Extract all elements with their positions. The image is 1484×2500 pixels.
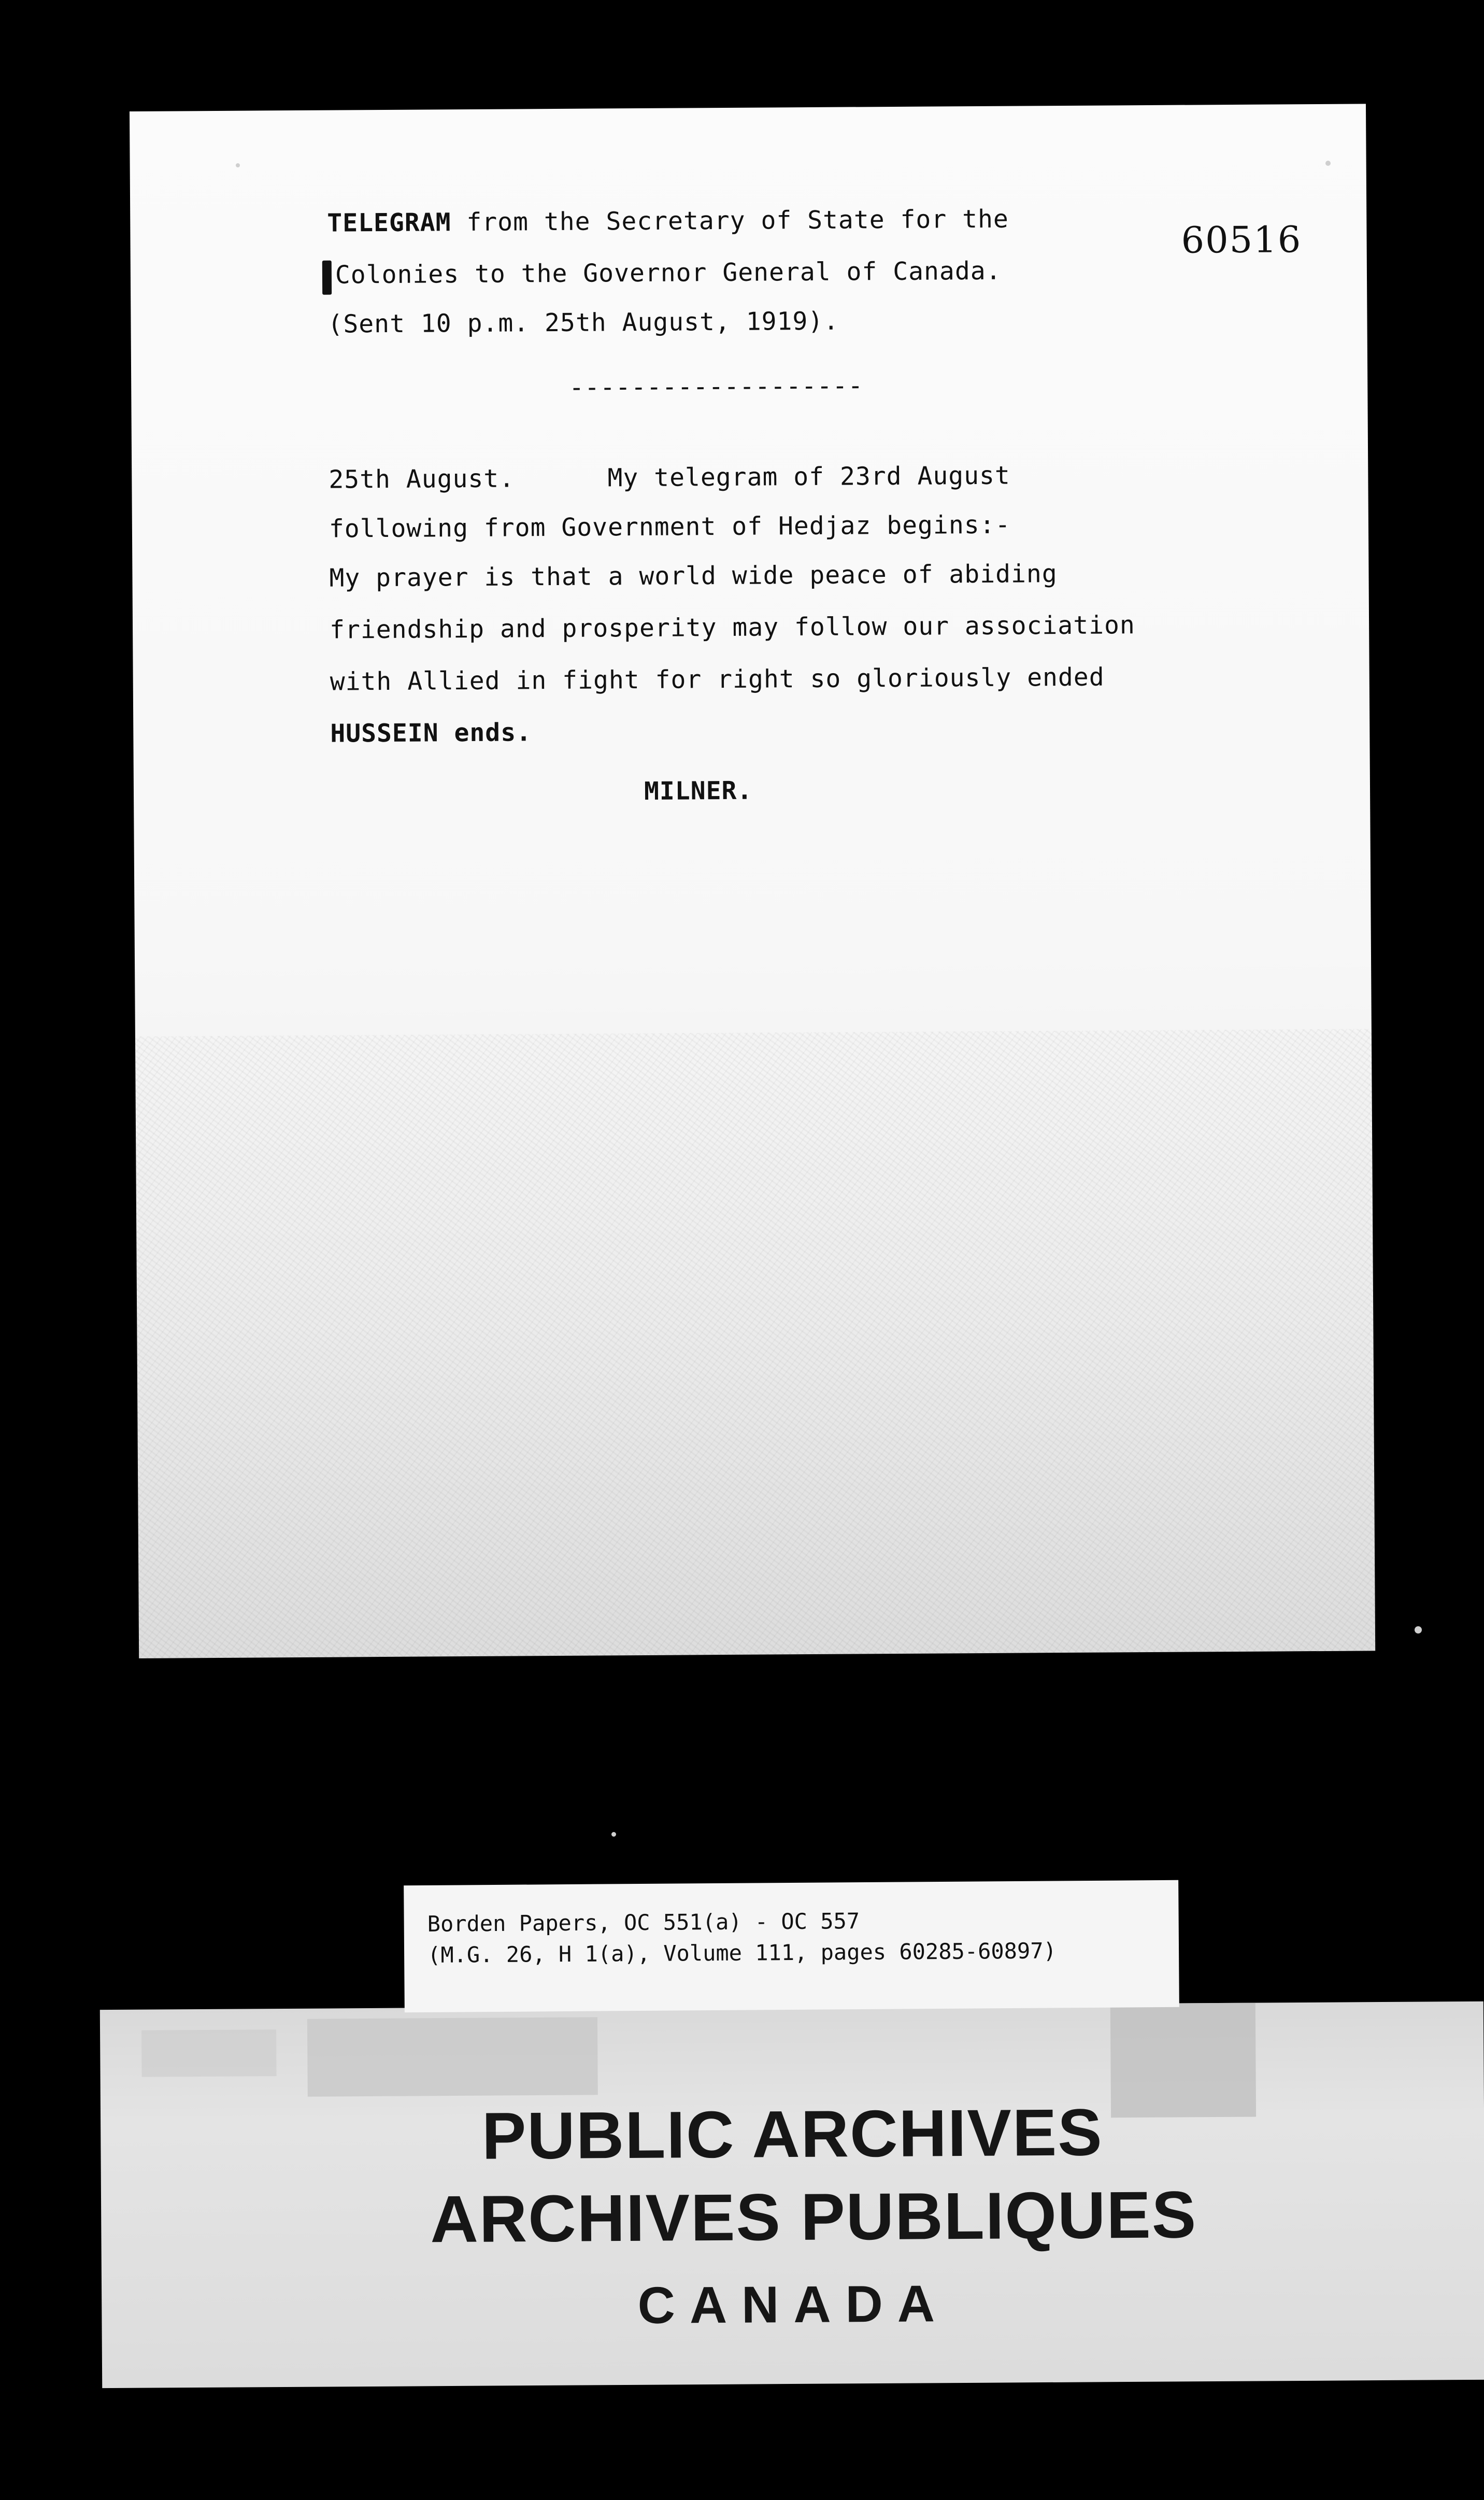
dust-speck <box>611 1832 616 1837</box>
telegram-page <box>130 104 1375 1658</box>
header-line-1 <box>327 205 1009 238</box>
header-line-1-text: from the Secretary of State for the <box>451 204 1009 237</box>
public-archives-english: PUBLIC ARCHIVES <box>481 2095 1104 2174</box>
telegram-heading: TELEGRAM <box>327 208 451 238</box>
ink-blot <box>322 261 332 295</box>
body-line-2: following from Government of Hedjaz begins:- <box>329 510 1011 544</box>
body-line-5: with Allied in fight for right so gloriously ended <box>330 662 1105 697</box>
tape-strip-left <box>307 2017 598 2096</box>
separator-line: ------------------- <box>569 371 864 402</box>
public-archives-country: CANADA <box>637 2275 950 2335</box>
tape-strip-far-left <box>141 2029 277 2077</box>
reference-label <box>404 1880 1179 2012</box>
header-line-3: (Sent 10 p.m. 25th August, 1919). <box>327 306 839 339</box>
archive-stamp-board <box>100 2001 1484 2388</box>
body-line-6: HUSSEIN ends. <box>330 718 532 748</box>
dust-speck <box>1325 161 1331 166</box>
public-archives-french: ARCHIVES PUBLIQUES <box>430 2178 1197 2257</box>
document-number: 60516 <box>1181 218 1302 262</box>
body-line-1: 25th August. My telegram of 23rd August <box>329 461 1011 494</box>
dust-speck <box>1415 1626 1422 1633</box>
reference-line-1: Borden Papers, OC 551(a) - OC 557 <box>427 1908 860 1937</box>
signature: MILNER. <box>644 776 753 806</box>
dust-speck <box>236 163 240 167</box>
paper-texture <box>135 1029 1375 1658</box>
body-line-4: friendship and prosperity may follow our association <box>329 610 1135 645</box>
header-line-2: Colonies to the Governor General of Canada. <box>335 256 1002 290</box>
body-line-3: My prayer is that a world wide peace of abiding <box>329 559 1058 593</box>
reference-line-2: (M.G. 26, H 1(a), Volume 111, pages 60285-60897) <box>427 1938 1057 1968</box>
